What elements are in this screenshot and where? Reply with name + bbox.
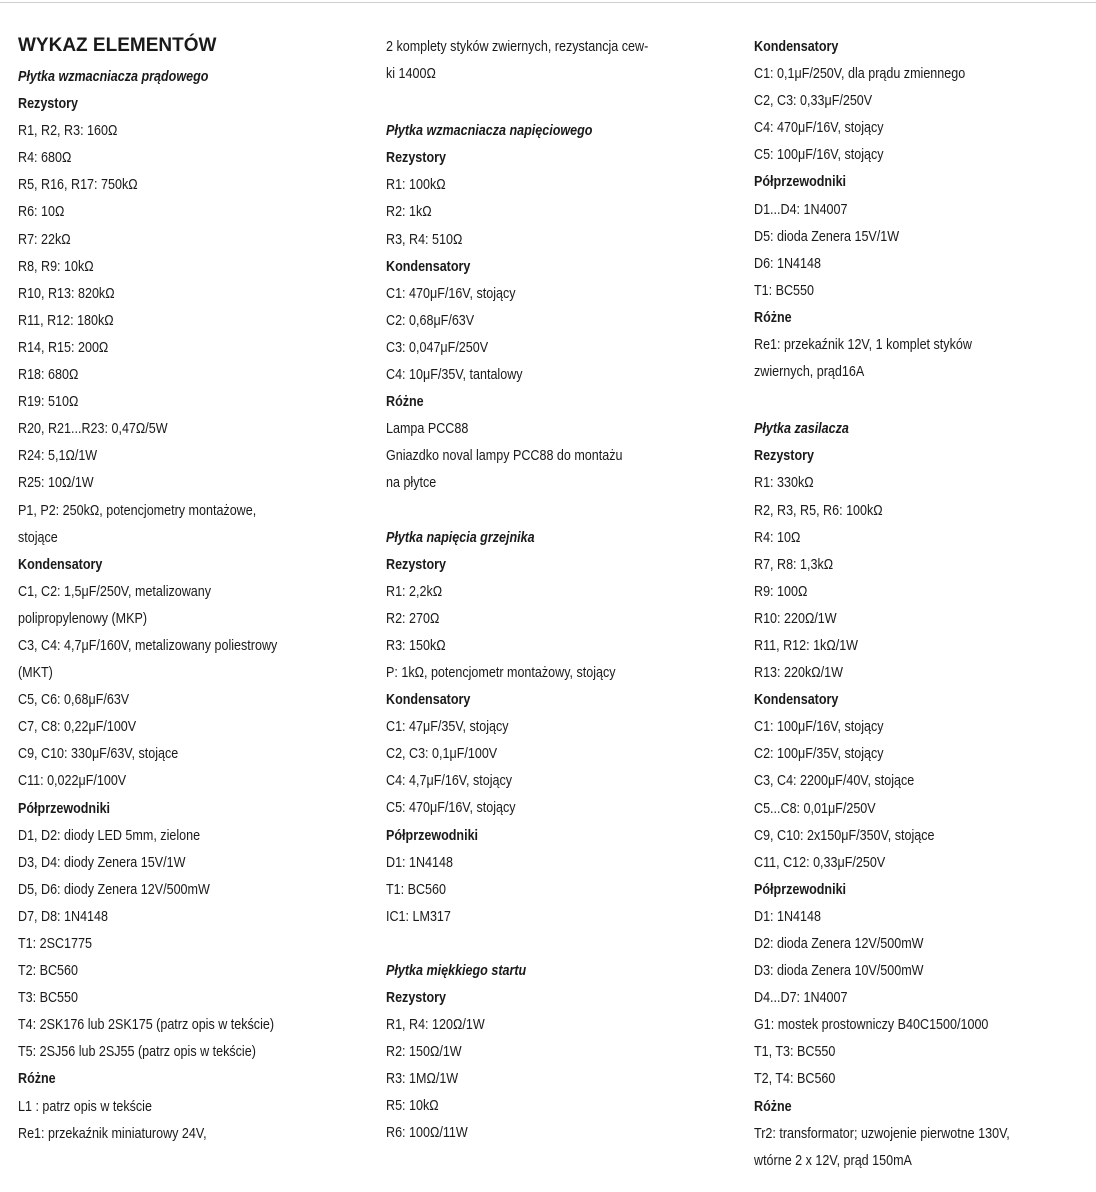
- list-item: C3, C4: 4,7μF/160V, metalizowany poliestrowy: [18, 637, 278, 654]
- semiconductor-list: [386, 850, 731, 931]
- category-heading: Kondensatory: [754, 692, 839, 709]
- list-item: C5, C6: 0,68μF/63V: [18, 692, 130, 709]
- list-item: R2: 1kΩ: [386, 204, 432, 221]
- list-item: C4: 4,7μF/16V, stojący: [386, 773, 513, 790]
- list-item: R18: 680Ω: [18, 367, 79, 384]
- list-item: R10: 220Ω/1W: [754, 610, 837, 627]
- list-item: C3: 0,047μF/250V: [386, 339, 489, 356]
- list-item: C9, C10: 330μF/63V, stojące: [18, 746, 179, 763]
- list-item: R8, R9: 10kΩ: [18, 258, 94, 275]
- category-heading: Półprzewodniki: [754, 174, 847, 191]
- semiconductor-list: [18, 823, 358, 1067]
- list-item: polipropylenowy (MKP): [18, 610, 148, 627]
- list-item: C1: 470μF/16V, stojący: [386, 285, 516, 302]
- list-item: D1, D2: diody LED 5mm, zielone: [18, 827, 201, 844]
- list-item: R5: 10kΩ: [386, 1098, 439, 1115]
- list-item: C1, C2: 1,5μF/250V, metalizowany: [18, 583, 212, 600]
- category-heading: Kondensatory: [386, 692, 471, 709]
- list-item: R9: 100Ω: [754, 583, 808, 600]
- list-item: R19: 510Ω: [18, 394, 79, 411]
- list-item: R11, R12: 1kΩ/1W: [754, 637, 859, 654]
- list-item: C11: 0,022μF/100V: [18, 773, 127, 790]
- list-item: R24: 5,1Ω/1W: [18, 448, 98, 465]
- list-item: R3, R4: 510Ω: [386, 231, 463, 248]
- spacer: [754, 386, 1096, 416]
- list-item: IC1: LM317: [386, 908, 451, 925]
- capacitor-list: [754, 61, 1096, 169]
- list-item: C1: 100μF/16V, stojący: [754, 719, 884, 736]
- list-item: P1, P2: 250kΩ, potencjometry montażowe,: [18, 502, 257, 519]
- list-item: 2 komplety styków zwiernych, rezystancja cew-: [386, 39, 649, 55]
- list-item: D4...D7: 1N4007: [754, 990, 848, 1007]
- list-item: C11, C12: 0,33μF/250V: [754, 854, 886, 871]
- list-item: D5, D6: diody Zenera 12V/500mW: [18, 881, 210, 898]
- list-item: D1...D4: 1N4007: [754, 201, 848, 218]
- list-item: C4: 10μF/35V, tantalowy: [386, 367, 523, 384]
- category-heading: Rezystory: [754, 448, 814, 465]
- list-item: R1: 100kΩ: [386, 177, 446, 194]
- capacitor-list: [386, 714, 731, 822]
- column-2: [386, 34, 731, 1148]
- spacer: [386, 88, 731, 118]
- capacitor-list: [18, 579, 358, 796]
- list-item: C2: 0,68μF/63V: [386, 312, 475, 329]
- list-item: C3, C4: 2200μF/40V, stojące: [754, 773, 915, 790]
- list-item: na płytce: [386, 475, 437, 492]
- semiconductor-list: [754, 197, 1096, 305]
- list-item: D1: 1N4148: [386, 854, 453, 871]
- top-rule: [0, 2, 1096, 3]
- list-item: C5: 470μF/16V, stojący: [386, 800, 516, 817]
- list-item: R10, R13: 820kΩ: [18, 285, 115, 302]
- category-heading: Różne: [754, 309, 792, 326]
- list-item: D6: 1N4148: [754, 255, 821, 272]
- resistor-list: [754, 470, 1096, 687]
- list-item: R1: 2,2kΩ: [386, 583, 443, 600]
- column-3: [754, 34, 1096, 1175]
- list-item: R3: 150kΩ: [386, 637, 446, 654]
- list-item: R1: 330kΩ: [754, 475, 814, 492]
- list-item: C1: 0,1μF/250V, dla prądu zmiennego: [754, 66, 966, 83]
- continued-text: [386, 34, 731, 88]
- list-item: Re1: przekaźnik miniaturowy 24V,: [18, 1125, 207, 1142]
- list-item: Tr2: transformator; uzwojenie pierwotne 130V,: [754, 1125, 1010, 1142]
- page-title: WYKAZ ELEMENTÓW: [18, 35, 217, 56]
- category-heading: Rezystory: [386, 150, 446, 167]
- list-item: R25: 10Ω/1W: [18, 475, 94, 492]
- category-heading: Różne: [386, 394, 424, 411]
- spacer: [386, 498, 731, 525]
- capacitor-list: [386, 281, 731, 389]
- list-item: R2: 270Ω: [386, 610, 440, 627]
- list-item: D3, D4: diody Zenera 15V/1W: [18, 854, 186, 871]
- list-item: C5: 100μF/16V, stojący: [754, 147, 884, 164]
- list-item: P: 1kΩ, potencjometr montażowy, stojący: [386, 664, 616, 681]
- list-item: T2, T4: BC560: [754, 1071, 836, 1088]
- list-item: T2: BC560: [18, 963, 78, 980]
- list-item: T1: BC560: [386, 881, 446, 898]
- list-item: wtórne 2 x 12V, prąd 150mA: [754, 1152, 912, 1169]
- misc-list: [18, 1094, 358, 1148]
- list-item: Lampa PCC88: [386, 421, 469, 438]
- list-item: C2, C3: 0,33μF/250V: [754, 93, 873, 110]
- category-heading: Różne: [754, 1098, 792, 1115]
- category-heading: Kondensatory: [754, 39, 839, 55]
- list-item: T1: BC550: [754, 282, 814, 299]
- list-item: R6: 10Ω: [18, 204, 65, 221]
- semiconductor-list: [754, 904, 1096, 1094]
- list-item: R4: 680Ω: [18, 150, 72, 167]
- column-1: [18, 34, 358, 1148]
- list-item: C1: 47μF/35V, stojący: [386, 719, 509, 736]
- list-item: R7: 22kΩ: [18, 231, 71, 248]
- list-item: R13: 220kΩ/1W: [754, 665, 843, 682]
- category-heading: Rezystory: [386, 556, 446, 573]
- list-item: R6: 100Ω/11W: [386, 1125, 468, 1142]
- list-item: C4: 470μF/16V, stojący: [754, 120, 884, 137]
- list-item: T1: 2SC1775: [18, 936, 92, 952]
- list-item: C2, C3: 0,1μF/100V: [386, 746, 498, 763]
- misc-list: [754, 1121, 1096, 1175]
- list-item: R1, R4: 120Ω/1W: [386, 1017, 485, 1034]
- list-item: T3: BC550: [18, 990, 78, 1007]
- list-item: D7, D8: 1N4148: [18, 908, 109, 925]
- category-heading: Kondensatory: [18, 556, 103, 573]
- list-item: R14, R15: 200Ω: [18, 339, 109, 356]
- list-item: D1: 1N4148: [754, 908, 821, 925]
- section-heading: Płytka wzmacniacza prądowego: [18, 69, 209, 85]
- category-heading: Półprzewodniki: [386, 827, 479, 844]
- list-item: C5...C8: 0,01μF/250V: [754, 800, 876, 817]
- list-item: R11, R12: 180kΩ: [18, 312, 114, 329]
- category-heading: Kondensatory: [386, 258, 471, 275]
- category-heading: Różne: [18, 1071, 56, 1088]
- resistor-list: [386, 1012, 731, 1147]
- list-item: T5: 2SJ56 lub 2SJ55 (patrz opis w tekście): [18, 1044, 256, 1061]
- list-item: R2, R3, R5, R6: 100kΩ: [754, 502, 883, 519]
- list-item: R2: 150Ω/1W: [386, 1044, 462, 1061]
- list-item: C7, C8: 0,22μF/100V: [18, 719, 137, 736]
- section-heading: Płytka zasilacza: [754, 421, 849, 438]
- list-item: zwiernych, prąd16A: [754, 364, 865, 381]
- spacer: [386, 931, 731, 958]
- list-item: R20, R21...R23: 0,47Ω/5W: [18, 421, 168, 438]
- misc-list: [386, 416, 731, 497]
- list-item: R5, R16, R17: 750kΩ: [18, 177, 138, 194]
- list-item: stojące: [18, 529, 58, 546]
- misc-list: [754, 332, 1096, 386]
- list-item: C9, C10: 2x150μF/350V, stojące: [754, 827, 935, 844]
- resistor-list: [386, 579, 731, 687]
- list-item: R7, R8: 1,3kΩ: [754, 556, 834, 573]
- list-item: L1 : patrz opis w tekście: [18, 1098, 152, 1115]
- list-item: Re1: przekaźnik 12V, 1 komplet styków: [754, 337, 972, 354]
- category-heading: Półprzewodniki: [18, 800, 111, 817]
- list-item: D2: dioda Zenera 12V/500mW: [754, 936, 924, 952]
- list-item: T1, T3: BC550: [754, 1044, 836, 1061]
- section-heading: Płytka miękkiego startu: [386, 962, 527, 979]
- list-item: C2: 100μF/35V, stojący: [754, 746, 884, 763]
- list-item: G1: mostek prostowniczy B40C1500/1000: [754, 1017, 989, 1034]
- list-item: D5: dioda Zenera 15V/1W: [754, 228, 900, 245]
- resistor-list: [18, 118, 358, 552]
- capacitor-list: [754, 714, 1096, 877]
- list-item: D3: dioda Zenera 10V/500mW: [754, 963, 924, 980]
- section-heading: Płytka wzmacniacza napięciowego: [386, 123, 593, 140]
- resistor-list: [386, 172, 731, 253]
- list-item: R1, R2, R3: 160Ω: [18, 123, 118, 140]
- list-item: Gniazdko noval lampy PCC88 do montażu: [386, 448, 623, 465]
- list-item: T4: 2SK176 lub 2SK175 (patrz opis w tekście): [18, 1017, 275, 1034]
- list-item: R3: 1MΩ/1W: [386, 1071, 459, 1088]
- list-item: R4: 10Ω: [754, 529, 801, 546]
- list-item: (MKT): [18, 665, 53, 682]
- list-item: ki 1400Ω: [386, 66, 436, 83]
- category-heading: Półprzewodniki: [754, 881, 847, 898]
- category-heading: Rezystory: [386, 990, 446, 1006]
- category-heading: Rezystory: [18, 96, 78, 113]
- section-heading: Płytka napięcia grzejnika: [386, 529, 535, 546]
